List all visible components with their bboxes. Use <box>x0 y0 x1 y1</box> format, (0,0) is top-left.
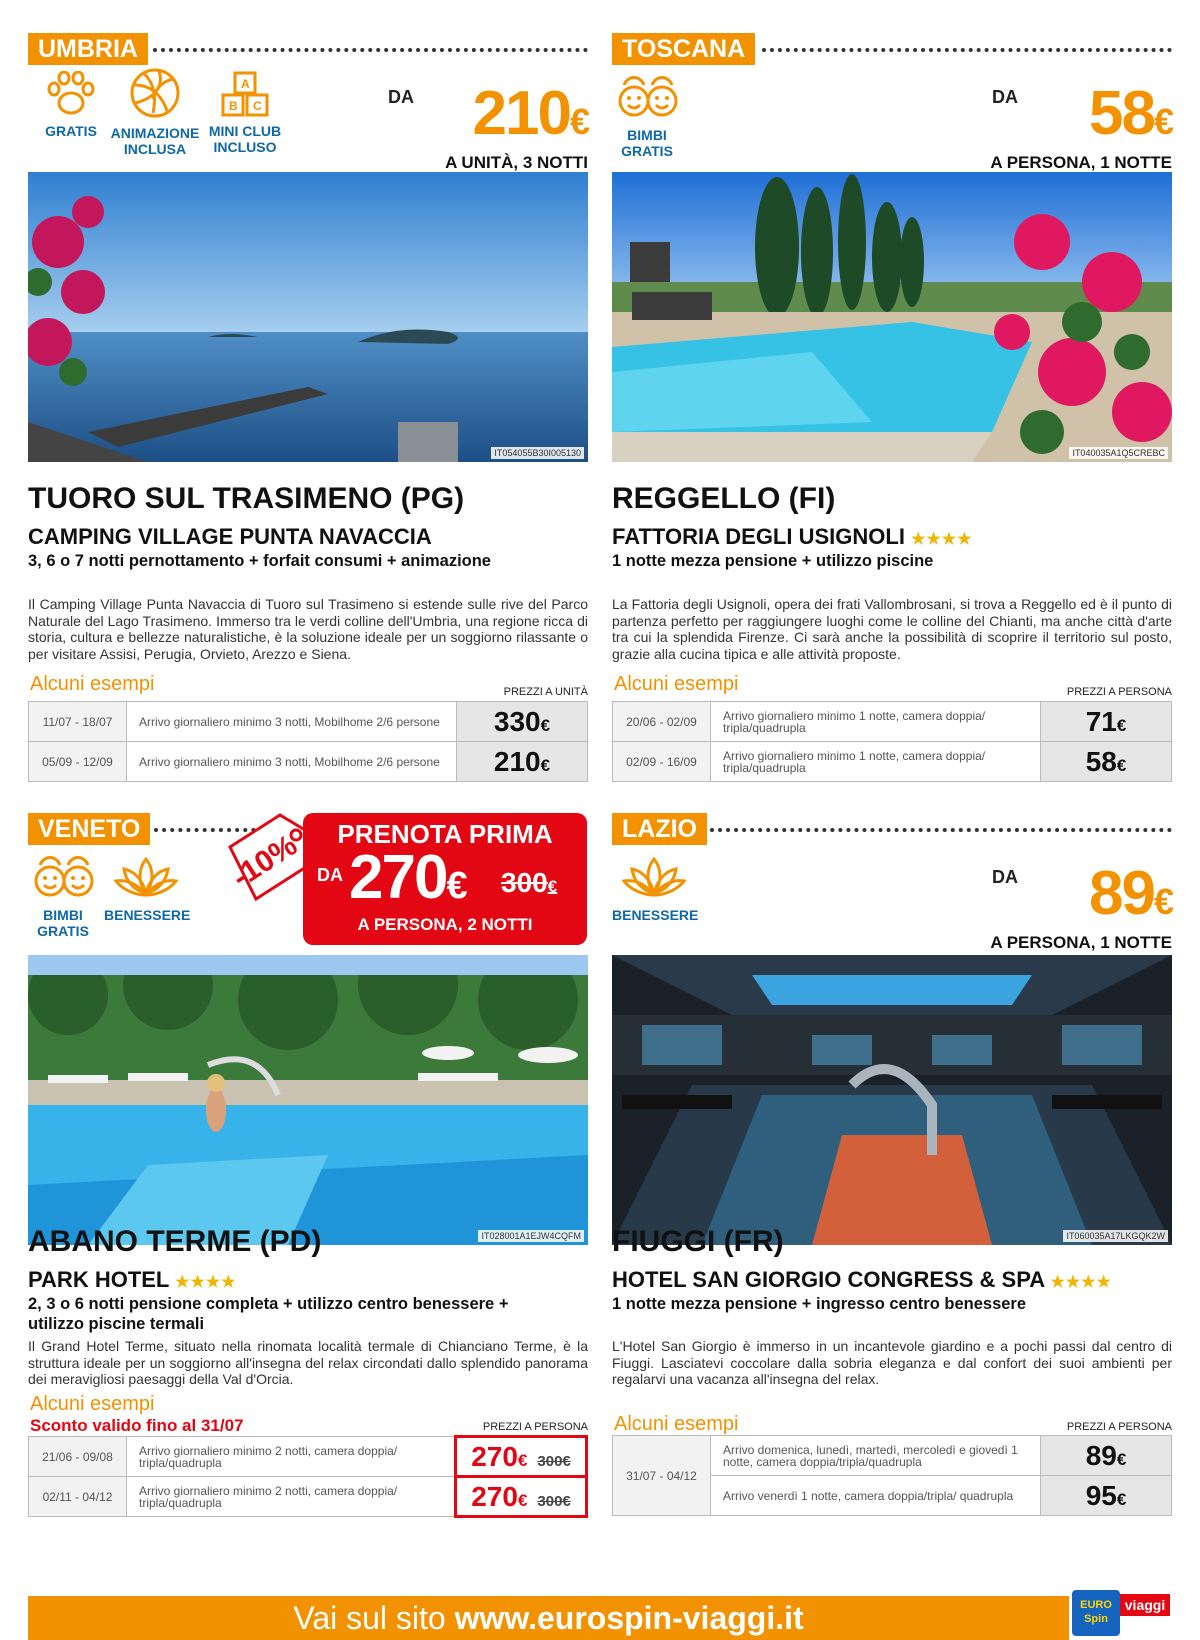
price-cell: 330€ <box>457 702 588 742</box>
promo-price: 270€ <box>349 843 466 912</box>
table-row <box>29 742 588 782</box>
photo-code: IT040035A1Q5CREBC <box>1069 447 1168 459</box>
details-cell: Arrivo giornaliero minimo 1 notte, camera doppia/ tripla/quadrupla <box>711 702 1041 742</box>
hotel-name: PARK HOTEL ★★★★ <box>28 1267 237 1292</box>
feature-benessere <box>612 853 699 923</box>
price-cell: 270€ 300€ <box>456 1477 587 1517</box>
star-rating: ★★★★ <box>175 1274 237 1291</box>
price-per: A PERSONA, 1 NOTTE <box>990 153 1172 172</box>
feature-label: GRATIS <box>45 123 97 139</box>
description: Il Grand Hotel Terme, situato nella rinomata località termale di Chianciano Terme, è la struttura ideale per un soggiorno all'insegna del relax circondati dallo splendido panorama dei meravigliosi paesaggi della Val d'Orcia. <box>28 1338 588 1387</box>
details-cell: Arrivo giornaliero minimo 3 notti, Mobilhome 2/6 persone <box>127 742 457 782</box>
dates-cell: 21/06 - 09/08 <box>29 1437 127 1477</box>
promo-old-price: 300€ <box>501 867 558 898</box>
examples-table <box>28 701 588 782</box>
examples-label: Alcuni esempi <box>614 673 739 695</box>
promo-da: DA <box>317 865 343 885</box>
feature-label: BIMBI GRATIS <box>621 127 673 159</box>
feature-bimbi-gratis <box>612 73 682 159</box>
prices-label: PREZZI A PERSONA <box>1066 1421 1172 1433</box>
hotel-name: CAMPING VILLAGE PUNTA NAVACCIA <box>28 524 432 549</box>
region-header <box>28 33 588 66</box>
feature-label: MINI CLUB INCLUSO <box>208 123 282 155</box>
region-header <box>612 33 1172 66</box>
feature-bimbi-gratis <box>28 853 98 939</box>
description: L'Hotel San Giorgio è immerso in un incantevole giardino e a pochi passi dal centro di Fiuggi. Lasciatevi coccolare dalla sobria eleganza e dal confort dei suoi ambienti per regalarvi una vacanza all'insegna del relax. <box>612 1338 1172 1387</box>
table-row <box>29 702 588 742</box>
hotel-photo <box>612 955 1172 1245</box>
hotel-photo <box>28 955 588 1245</box>
dotted-divider <box>710 828 1172 832</box>
offer-card-toscana <box>612 33 1172 793</box>
svg-text:A: A <box>241 77 250 91</box>
photo-code: IT054055B30I005130 <box>491 447 584 459</box>
details-cell: Arrivo giornaliero minimo 2 notti, camera doppia/ tripla/quadrupla <box>127 1437 456 1477</box>
examples-label: Alcuni esempi <box>30 1393 155 1415</box>
feature-mini-club <box>206 71 284 155</box>
examples-table <box>28 1435 588 1518</box>
logo-badge: EURO Spin <box>1072 1590 1120 1636</box>
kids-icon <box>28 853 98 901</box>
feature-label: ANIMAZIONE INCLUSA <box>110 125 200 157</box>
offer-card-lazio <box>612 813 1172 1593</box>
dates-cell: 05/09 - 12/09 <box>29 742 127 782</box>
dates-cell: 11/07 - 18/07 <box>29 702 127 742</box>
dates-cell: 31/07 - 04/12 <box>613 1436 711 1516</box>
region-label: LAZIO <box>612 813 707 845</box>
old-price: 300€ <box>537 1452 571 1470</box>
hotel-name: HOTEL SAN GIORGIO CONGRESS & SPA ★★★★ <box>612 1267 1112 1292</box>
hotel-name: FATTORIA DEGLI USIGNOLI ★★★★ <box>612 524 973 549</box>
promo-per: A PERSONA, 2 NOTTI <box>357 915 533 934</box>
prices-label: PREZZI A UNITÀ <box>503 686 588 698</box>
prices-label: PREZZI A PERSONA <box>482 1421 588 1433</box>
details-cell: Arrivo giornaliero minimo 2 notti, camera doppia/ tripla/quadrupla <box>127 1477 456 1517</box>
footer-prefix: Vai sul sito <box>293 1600 455 1636</box>
dotted-divider <box>153 48 588 52</box>
blocks-icon <box>219 71 271 117</box>
website-link[interactable]: www.eurospin-viaggi.it <box>454 1600 804 1636</box>
ball-icon <box>129 67 181 119</box>
logo-tag: viaggi <box>1120 1594 1170 1616</box>
promo-box <box>303 813 587 945</box>
discount-label: -10% <box>226 828 304 895</box>
details-cell: Arrivo domenica, lunedì, martedì, mercoledì e giovedì 1 notte, camera doppia/tripla/quadrupla <box>711 1436 1041 1476</box>
price-cell: 95€ <box>1041 1476 1172 1516</box>
star-rating: ★★★★ <box>911 531 973 548</box>
offer-summary: 2, 3 o 6 notti pensione completa + utilizzo centro benessere + utilizzo piscine termali <box>28 1295 509 1333</box>
table-row <box>613 1436 1172 1476</box>
price-value: 58€ <box>1089 79 1172 148</box>
price-cell: 58€ <box>1041 742 1172 782</box>
lotus-icon <box>111 853 181 901</box>
offer-summary: 1 notte mezza pensione + utilizzo piscine <box>612 552 934 570</box>
examples-label: Alcuni esempi <box>30 673 155 695</box>
examples-table <box>612 1435 1172 1516</box>
destination-title: FIUGGI (FR) <box>612 1225 784 1258</box>
region-label: UMBRIA <box>28 33 148 65</box>
details-cell: Arrivo giornaliero minimo 3 notti, Mobilhome 2/6 persone <box>127 702 457 742</box>
description: La Fattoria degli Usignoli, opera dei frati Vallombrosani, si trova a Reggello ed è il punto di partenza perfetto per raggiungere luoghi come le colline del Chianti, ma anche città d'arte tra cui la splendida Firenze. Ci sarà anche la possibilità di scoprire il territorio sul posto, grazie alla cucina tipica e alle attività proposte. <box>612 596 1172 662</box>
price-cell: 270€ 300€ <box>456 1437 587 1477</box>
feature-label: BIMBI GRATIS <box>37 907 89 939</box>
feature-label: BENESSERE <box>612 907 699 923</box>
region-label: VENETO <box>28 813 150 845</box>
table-row <box>29 1437 587 1477</box>
kids-icon <box>612 73 682 121</box>
price-value: 210€ <box>472 79 588 148</box>
table-row <box>613 742 1172 782</box>
price-per: A PERSONA, 1 NOTTE <box>990 933 1172 952</box>
feature-gratis <box>36 71 106 139</box>
hotel-photo <box>612 172 1172 462</box>
discount-validity: Sconto valido fino al 31/07 <box>30 1416 244 1435</box>
price-da: DA <box>992 867 1018 887</box>
lotus-icon <box>619 853 689 901</box>
old-price: 300€ <box>537 1492 571 1510</box>
dates-cell: 02/09 - 16/09 <box>613 742 711 782</box>
details-cell: Arrivo giornaliero minimo 1 notte, camera doppia/ tripla/quadrupla <box>711 742 1041 782</box>
svg-text:C: C <box>253 99 262 113</box>
price-da: DA <box>388 87 414 107</box>
table-row <box>613 702 1172 742</box>
price-da: DA <box>992 87 1018 107</box>
destination-title: ABANO TERME (PD) <box>28 1225 322 1258</box>
offer-summary: 3, 6 o 7 notti pernottamento + forfait consumi + animazione <box>28 552 491 570</box>
eurospin-viaggi-logo <box>1070 1586 1172 1640</box>
feature-benessere <box>104 853 191 923</box>
price-block <box>972 79 1172 172</box>
offer-card-veneto <box>28 813 588 1593</box>
price-cell: 210€ <box>457 742 588 782</box>
destination-title: REGGELLO (FI) <box>612 482 836 515</box>
photo-code: IT060035A17LKGQK2W <box>1063 1230 1168 1242</box>
price-cell: 71€ <box>1041 702 1172 742</box>
details-cell: Arrivo venerdì 1 notte, camera doppia/tripla/ quadrupla <box>711 1476 1041 1516</box>
examples-table <box>612 701 1172 782</box>
destination-title: TUORO SUL TRASIMENO (PG) <box>28 482 465 515</box>
table-row <box>29 1477 587 1517</box>
promo-title: PRENOTA PRIMA <box>337 819 553 849</box>
hotel-photo <box>28 172 588 462</box>
prices-label: PREZZI A PERSONA <box>1066 686 1172 698</box>
paw-icon <box>45 71 97 117</box>
offer-summary: 1 notte mezza pensione + ingresso centro benessere <box>612 1295 1027 1313</box>
dates-cell: 20/06 - 02/09 <box>613 702 711 742</box>
price-value: 89€ <box>1089 859 1172 928</box>
region-header <box>612 813 1172 846</box>
offer-card-umbria <box>28 33 588 793</box>
star-rating: ★★★★ <box>1050 1274 1112 1291</box>
svg-text:B: B <box>229 99 238 113</box>
footer-banner[interactable] <box>28 1596 1069 1640</box>
dotted-divider <box>762 48 1172 52</box>
description: Il Camping Village Punta Navaccia di Tuoro sul Trasimeno si estende sulle rive del Parco Naturale del Lago Trasimeno. Immerso tra le verdi colline dell'Umbria, una regione ricca di storia, cultura e bellezze naturalistiche, è la soluzione ideale per un soggiorno rilassante o per visitare Assisi, Perugia, Orvieto, Arezzo e Siena. <box>28 596 588 662</box>
price-block <box>972 859 1172 952</box>
region-label: TOSCANA <box>612 33 755 65</box>
photo-code: IT028001A1EJW4CQFM <box>478 1230 584 1242</box>
feature-animazione <box>110 67 200 157</box>
price-block <box>388 79 588 172</box>
price-per: A UNITÀ, 3 NOTTI <box>445 153 588 172</box>
examples-label: Alcuni esempi <box>614 1413 739 1435</box>
feature-label: BENESSERE <box>104 907 191 923</box>
price-cell: 89€ <box>1041 1436 1172 1476</box>
dates-cell: 02/11 - 04/12 <box>29 1477 127 1517</box>
